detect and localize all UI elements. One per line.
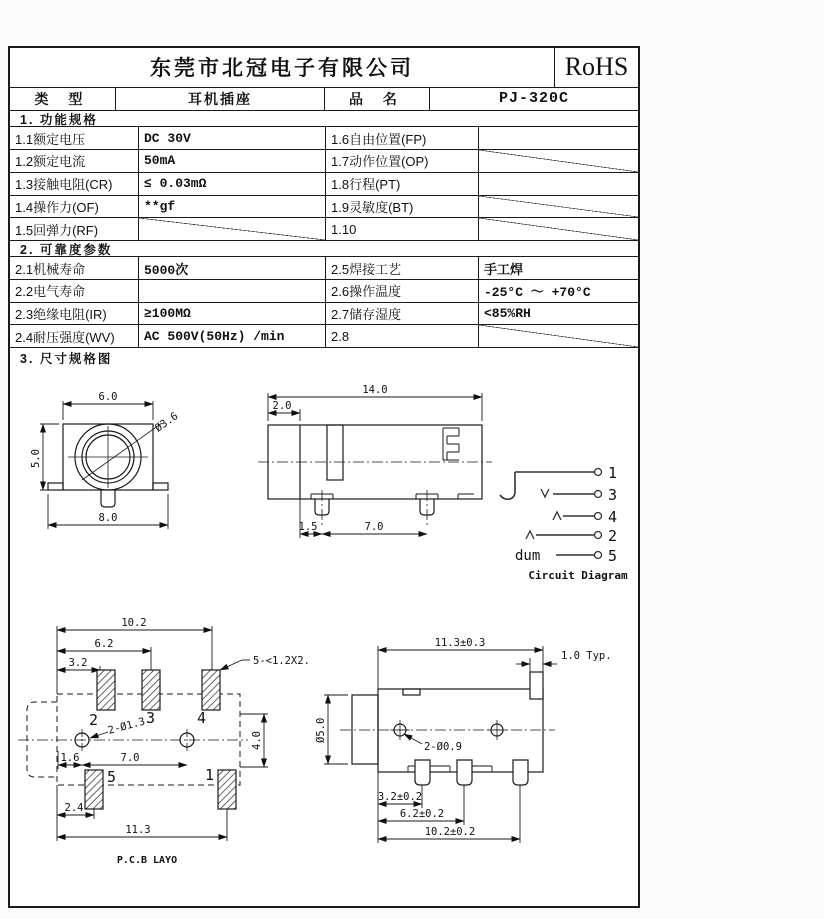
circuit-caption: Circuit Diagram (528, 569, 628, 582)
svg-text:6.2: 6.2 (94, 638, 114, 650)
spec-value: **gf (139, 196, 326, 218)
svg-text:1.6: 1.6 (60, 752, 80, 764)
type-row (10, 88, 638, 112)
type-value: 耳机插座 (116, 88, 325, 111)
spec-label: 1.5回弹力(RF) (10, 218, 139, 240)
spec-document (8, 46, 640, 908)
svg-text:10.2: 10.2 (121, 617, 147, 629)
svg-text:3.2: 3.2 (68, 657, 88, 669)
spec-row (10, 303, 638, 326)
product-name-label: 品 名 (325, 88, 430, 111)
section3-title: 3. 尺寸规格图 (20, 352, 113, 367)
spec-value: ≥100MΩ (139, 303, 326, 325)
spec-label: 1.7动作位置(OP) (326, 150, 479, 172)
spec-value (479, 127, 638, 149)
svg-text:11.3±0.3: 11.3±0.3 (434, 637, 486, 649)
spec-label: 2.5焊接工艺 (326, 257, 479, 279)
front-view-drawing (30, 391, 180, 529)
spec-label: 2.8 (326, 325, 479, 347)
circuit-diagram (500, 464, 628, 582)
hole-callout: 2-Ø0.9 (424, 741, 462, 753)
svg-text:3.2±0.2: 3.2±0.2 (377, 791, 423, 803)
product-name-value: PJ-320C (498, 90, 569, 108)
svg-text:11.3: 11.3 (125, 824, 151, 836)
pad-number: 1 (204, 766, 214, 784)
spec-value-empty (139, 218, 326, 240)
spec-value: 50mA (139, 150, 326, 172)
pad-size-callout: 5-<1.2X2. (253, 655, 310, 667)
pad-number: 5 (107, 768, 117, 786)
spec-row (10, 196, 638, 219)
spec-value: <85%RH (484, 306, 531, 322)
svg-text:1.5: 1.5 (298, 521, 318, 533)
svg-text:8.0: 8.0 (98, 512, 118, 524)
spec-row (10, 127, 638, 150)
spec-row (10, 218, 638, 241)
typ-label: 1.0 Typ. (561, 650, 612, 662)
spec-value-empty (479, 325, 638, 347)
pin-number: 2 (608, 527, 618, 545)
spec-label: 1.10 (326, 218, 479, 240)
spec-value: 5000次 (139, 257, 326, 279)
spec-label: 2.4耐压强度(WV) (10, 325, 139, 347)
spec-label: 1.4操作力(OF) (10, 196, 139, 218)
svg-text:6.2±0.2: 6.2±0.2 (399, 808, 445, 820)
spec-row (10, 257, 638, 280)
dimension-drawings (10, 368, 638, 906)
svg-text:7.0: 7.0 (364, 521, 384, 533)
spec-label: 1.6自由位置(FP) (326, 127, 479, 149)
pad-number: 3 (146, 709, 156, 727)
technical-drawing-canvas (10, 368, 638, 901)
svg-text:14.0: 14.0 (362, 384, 388, 396)
spec-value: ≤ 0.03mΩ (139, 173, 326, 195)
pin-number: 4 (608, 508, 618, 526)
spec-label: 2.6操作温度 (326, 280, 479, 302)
spec-value: -25°C ～ +70°C (484, 285, 591, 301)
spec-row (10, 325, 638, 348)
dum-label: dum (515, 548, 541, 564)
pad-number: 2 (88, 711, 98, 729)
pcb-caption: P.C.B LAYO (116, 855, 178, 866)
svg-text:6.0: 6.0 (98, 391, 118, 403)
spec-value (139, 280, 326, 302)
pin-number: 3 (608, 486, 618, 504)
spec-label: 1.1额定电压 (10, 127, 139, 149)
spec-label: 1.3接触电阻(CR) (10, 173, 139, 195)
spec-label: 2.1机械寿命 (10, 257, 139, 279)
spec-value-empty (479, 150, 638, 172)
spec-label: 2.7储存湿度 (326, 303, 479, 325)
company-name: 东莞市北冠电子有限公司 (150, 57, 414, 81)
side-view-drawing (258, 384, 492, 538)
spec-value: 手工焊 (484, 262, 524, 278)
top-view-drawing (315, 637, 612, 843)
svg-text:2.4: 2.4 (64, 802, 84, 814)
spec-value-empty (479, 196, 638, 218)
svg-text:10.2±0.2: 10.2±0.2 (424, 826, 476, 838)
spec-label: 2.3绝缘电阻(IR) (10, 303, 139, 325)
section2-title: 2. 可靠度参数 (10, 241, 638, 257)
spec-label: 1.9灵敏度(BT) (326, 196, 479, 218)
pin-number: 1 (608, 464, 618, 482)
spec-value: AC 500V(50Hz) /min (139, 325, 326, 347)
document-header (10, 48, 638, 88)
type-label: 类 型 (10, 88, 116, 111)
svg-text:7.0: 7.0 (120, 752, 140, 764)
barrel-diameter-label: Ø5.0 (315, 717, 327, 743)
pcb-layout-drawing (18, 617, 310, 866)
pad-number: 4 (196, 709, 206, 727)
svg-text:5.0: 5.0 (30, 449, 42, 468)
pin-number: 5 (608, 547, 618, 565)
section1-title: 1. 功能规格 (10, 111, 638, 127)
hole-diameter-label: Ø3.6 (152, 410, 181, 435)
spec-row (10, 173, 638, 196)
hole-callout: 2-Ø1.3 (106, 715, 147, 737)
spec-value: DC 30V (139, 127, 326, 149)
spec-label: 1.2额定电流 (10, 150, 139, 172)
spec-value-empty (479, 218, 638, 240)
spec-value-empty (479, 173, 638, 195)
spec-row (10, 280, 638, 303)
spec-row (10, 150, 638, 173)
spec-label: 2.2电气寿命 (10, 280, 139, 302)
svg-text:2.0: 2.0 (272, 400, 292, 412)
rohs-badge: RoHS (554, 48, 638, 87)
svg-text:4.0: 4.0 (251, 731, 263, 750)
spec-label: 1.8行程(PT) (326, 173, 479, 195)
